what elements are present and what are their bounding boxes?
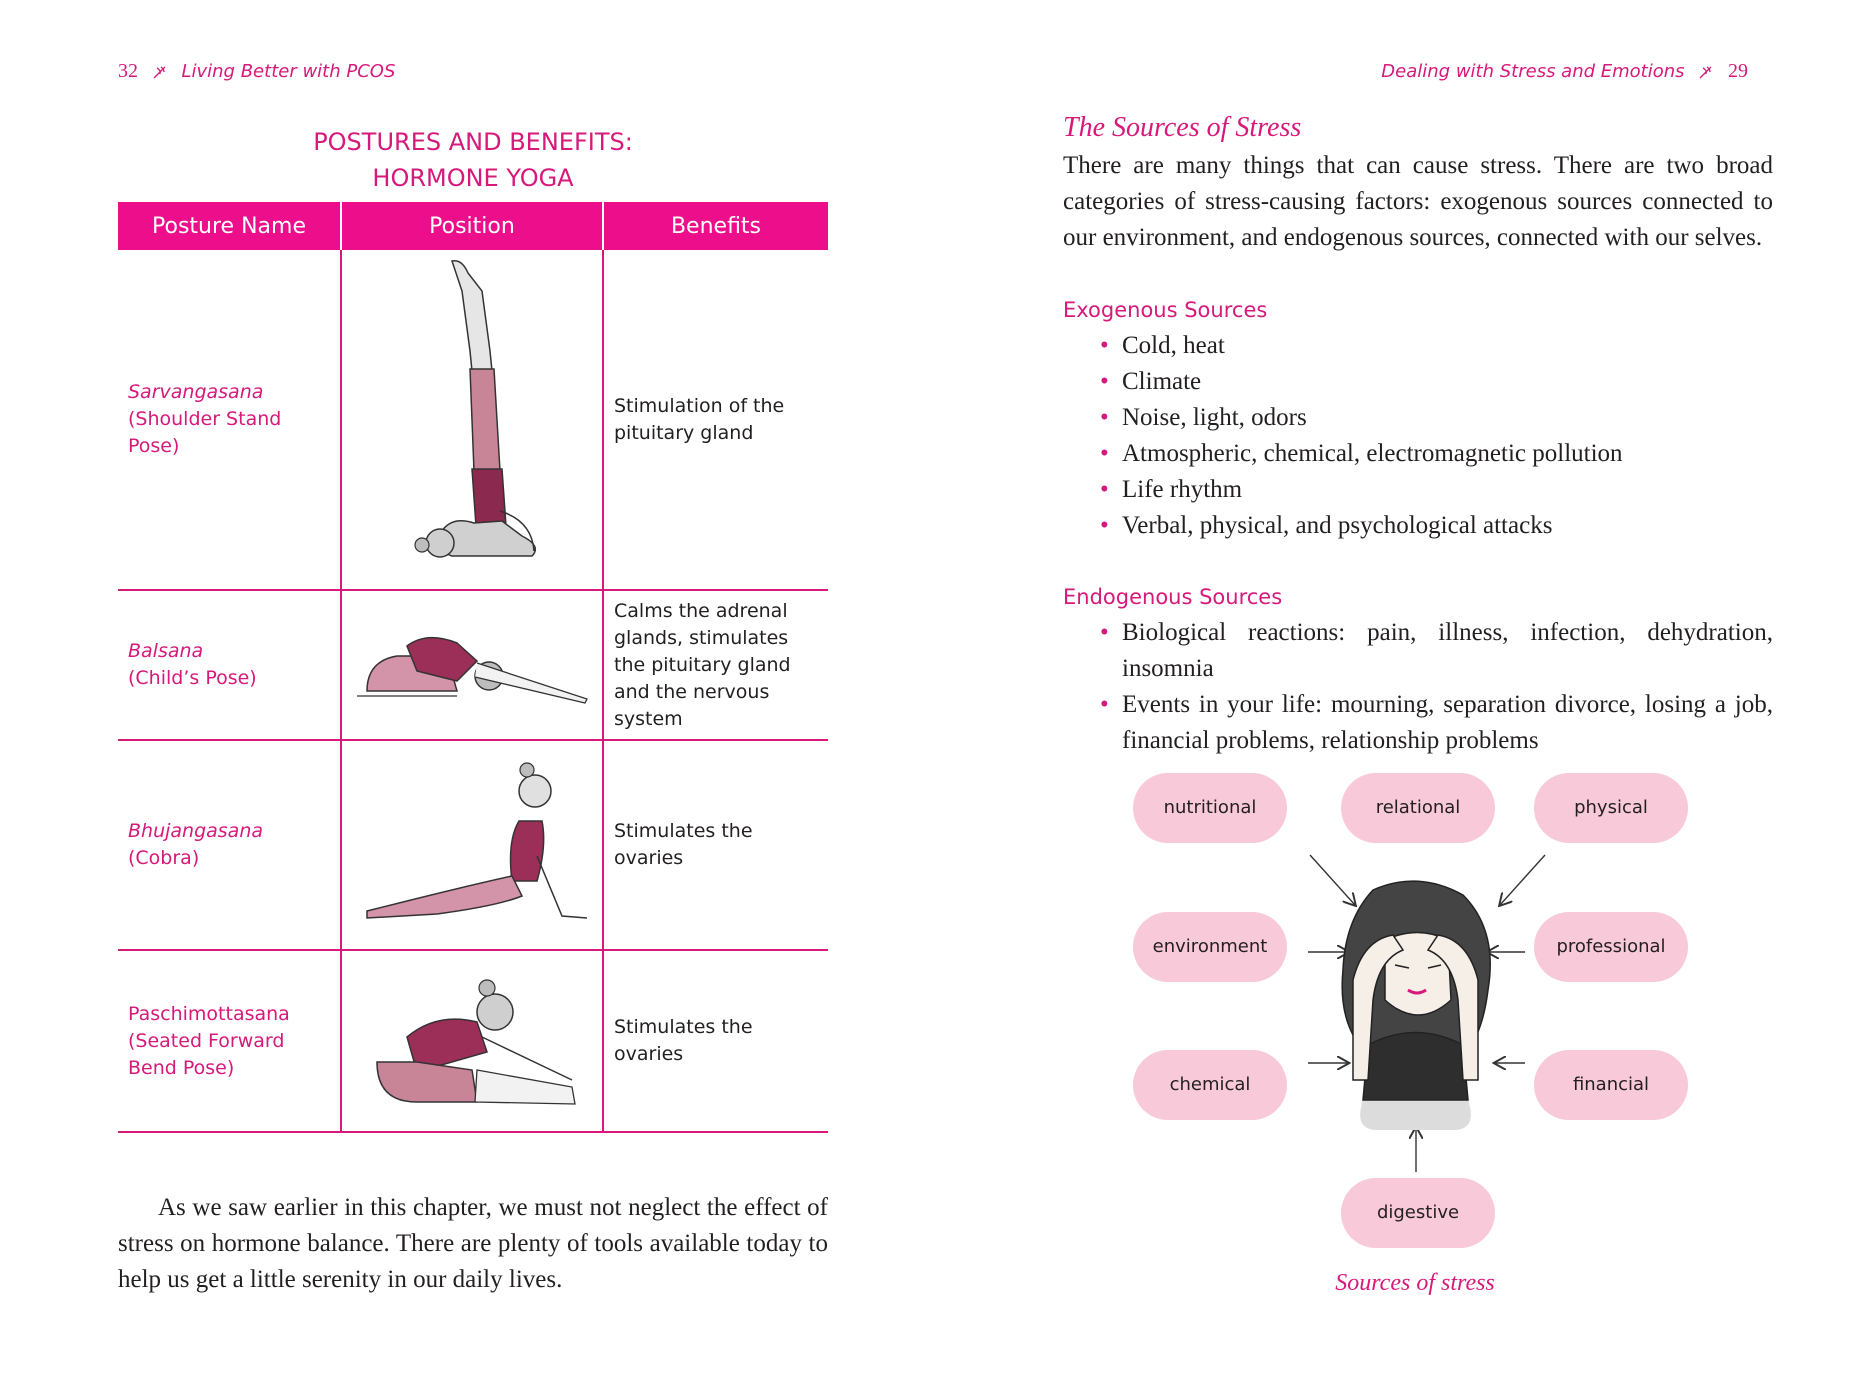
position-cell xyxy=(341,950,603,1132)
section-title: The Sources of Stress xyxy=(1063,112,1302,143)
left-page-number: 32 xyxy=(118,60,138,82)
position-cell xyxy=(341,740,603,950)
bubble-professional: professional xyxy=(1534,912,1688,982)
endogenous-list xyxy=(1100,615,1773,759)
left-body-text xyxy=(118,1190,828,1298)
table-header-row xyxy=(118,202,828,250)
right-running-head xyxy=(1381,60,1748,83)
endogenous-heading: Endogenous Sources xyxy=(1063,585,1283,609)
leaf-icon xyxy=(152,64,168,80)
column-header: Benefits xyxy=(603,202,828,250)
shoulder-stand-figure xyxy=(382,251,562,581)
posture-sanskrit: Paschimottasana xyxy=(128,1002,290,1025)
posture-sanskrit: Sarvangasana xyxy=(128,381,264,403)
posture-name-cell xyxy=(118,250,341,590)
posture-name-cell xyxy=(118,740,341,950)
posture-sanskrit: Balsana xyxy=(128,640,204,662)
stressed-woman-figure xyxy=(1323,880,1508,1130)
bubble-relational: relational xyxy=(1341,773,1495,843)
posture-name-cell xyxy=(118,590,341,740)
body-paragraph: As we saw earlier in this chapter, we must not neglect the effect of stress on hormone balance. There are plenty of tools available today to help us get a little serenity in our daily lives. xyxy=(118,1194,828,1293)
position-cell xyxy=(341,250,603,590)
list-item: • Atmospheric, chemical, electromagnetic pollution xyxy=(1100,436,1773,472)
posture-sanskrit: Bhujangasana xyxy=(128,820,264,842)
table-row xyxy=(118,950,828,1132)
leaf-icon xyxy=(1698,64,1714,80)
posture-name-cell xyxy=(118,950,341,1132)
intro-paragraph: There are many things that can cause stress. There are two broad categories of stress-causing factors: exogenous sources connected to our environment, and endogenous sources, connected with our selves. xyxy=(1063,152,1773,251)
posture-english: (Seated Forward Bend Pose) xyxy=(128,1029,285,1079)
list-item: • Verbal, physical, and psychological attacks xyxy=(1100,508,1773,544)
yoga-postures-table xyxy=(118,202,828,1133)
column-header: Posture Name xyxy=(118,202,341,250)
list-item: • Events in your life: mourning, separation divorce, losing a job, financial problems, relationship problems xyxy=(1100,687,1773,759)
list-item: • Climate xyxy=(1100,364,1773,400)
benefit-cell: Stimulation of the pituitary gland xyxy=(603,250,828,590)
table-row xyxy=(118,250,828,590)
posture-english: (Child’s Pose) xyxy=(128,667,257,689)
posture-english: (Cobra) xyxy=(128,847,200,869)
left-running-head xyxy=(118,60,395,83)
bubble-chemical: chemical xyxy=(1133,1050,1287,1120)
column-header: Position xyxy=(341,202,603,250)
diagram-caption: Sources of stress xyxy=(1335,1270,1495,1296)
table-title xyxy=(118,124,828,196)
posture-english: (Shoulder Stand Pose) xyxy=(128,408,282,457)
bubble-environment: environment xyxy=(1133,912,1287,982)
bubble-physical: physical xyxy=(1534,773,1688,843)
position-cell xyxy=(341,590,603,740)
table-row xyxy=(118,740,828,950)
right-running-title: Dealing with Stress and Emotions xyxy=(1381,61,1685,82)
bubble-financial: financial xyxy=(1534,1050,1688,1120)
cobra-figure xyxy=(347,746,597,936)
benefit-cell: Calms the adrenal glands, stimulates the pituitary gland and the nervous system xyxy=(603,590,828,740)
list-item: • Biological reactions: pain, illness, infection, dehydration, insomnia xyxy=(1100,615,1773,687)
bubble-digestive: digestive xyxy=(1341,1178,1495,1248)
left-running-title: Living Better with PCOS xyxy=(181,61,396,82)
childs-pose-figure xyxy=(347,601,597,721)
benefit-cell: Stimulates the ovaries xyxy=(603,950,828,1132)
seated-forward-bend-figure xyxy=(347,952,597,1122)
exogenous-heading: Exogenous Sources xyxy=(1063,298,1268,322)
list-item: • Cold, heat xyxy=(1100,328,1773,364)
table-row xyxy=(118,590,828,740)
list-item: • Noise, light, odors xyxy=(1100,400,1773,436)
right-page-number: 29 xyxy=(1728,60,1748,82)
bubble-nutritional: nutritional xyxy=(1133,773,1287,843)
table-title-line-2: HORMONE YOGA xyxy=(372,164,574,192)
exogenous-list xyxy=(1100,328,1773,544)
list-item: • Life rhythm xyxy=(1100,472,1773,508)
benefit-cell: Stimulates the ovaries xyxy=(603,740,828,950)
table-title-line-1: POSTURES AND BENEFITS: xyxy=(313,128,633,156)
